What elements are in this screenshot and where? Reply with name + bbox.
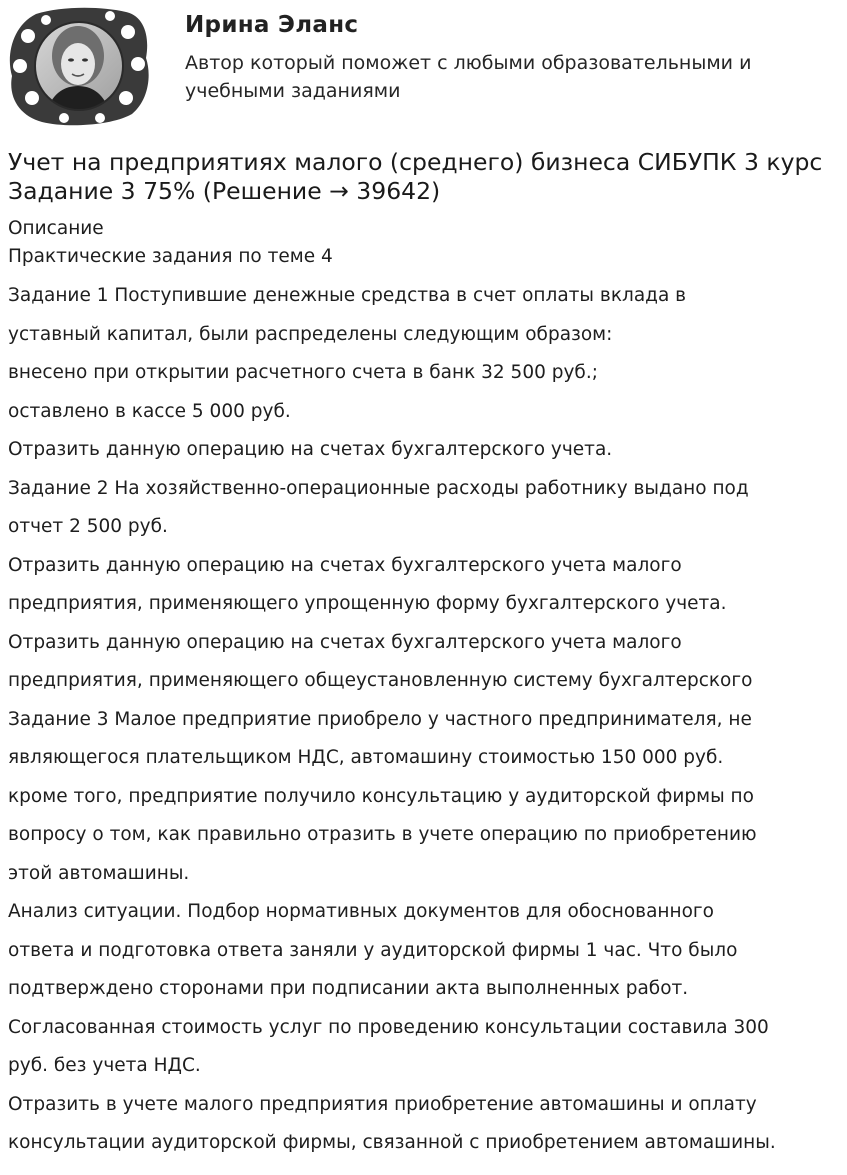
body-line: Анализ ситуации. Подбор нормативных документов для обоснованного — [8, 901, 714, 922]
body-line: вопросу о том, как правильно отразить в учете операцию по приобретению — [8, 824, 757, 845]
author-description: Автор который поможет с любыми образовательными и учебными заданиями — [185, 52, 752, 102]
body-line: кроме того, предприятие получило консультацию у аудиторской фирмы по — [8, 785, 754, 807]
body-line: Согласованная стоимость услуг по проведению консультации составила 300 — [8, 1016, 769, 1038]
author-name[interactable]: Ирина Эланс — [185, 12, 359, 38]
body-line: Отразить данную операцию на счетах бухгалтерского учета малого — [8, 631, 682, 653]
body-line: этой автомашины. — [8, 862, 190, 884]
author-avatar[interactable] — [6, 6, 152, 128]
body-line: Задание 2 На хозяйственно-операционные расходы работнику выдано под — [8, 477, 749, 499]
body-line: предприятия, применяющего общеустановленную систему бухгалтерского — [8, 670, 753, 691]
body-line: руб. без учета НДС. — [8, 1055, 201, 1076]
body-line: ответа и подготовка ответа заняли у аудиторской фирмы 1 час. Что было — [8, 939, 738, 961]
body-line: Отразить данную операцию на счетах бухгалтерского учета малого — [8, 554, 682, 576]
body-line: Отразить данную операцию на счетах бухгалтерского учета. — [8, 439, 613, 460]
body-line: уставный капитал, были распределены следующим образом: — [8, 323, 613, 345]
body-line: Отразить в учете малого предприятия приобретение автомашины и оплату — [8, 1093, 757, 1115]
document-body — [8, 277, 843, 1163]
document-title: Учет на предприятиях малого (среднего) бизнеса СИБУПК 3 курс Задание 3 75% (Решение → 39642) — [8, 148, 823, 205]
body-line: Задание 3 Малое предприятие приобрело у частного предпринимателя, не — [8, 708, 752, 730]
description-label: Описание — [8, 218, 104, 239]
body-line: являющегося плательщиком НДС, автомашину стоимостью 150 000 руб. — [8, 747, 724, 768]
body-line: Задание 1 Поступившие денежные средства в счет оплаты вклада в — [8, 285, 687, 306]
body-line: оставлено в кассе 5 000 руб. — [8, 400, 291, 422]
body-line: подтверждено сторонами при подписании акта выполненных работ. — [8, 978, 689, 999]
author-header — [0, 0, 847, 130]
topic-label: Практические задания по теме 4 — [8, 246, 333, 267]
body-line: отчет 2 500 руб. — [8, 516, 168, 537]
avatar-film-frame-image — [6, 6, 152, 128]
body-line: предприятия, применяющего упрощенную форму бухгалтерского учета. — [8, 593, 727, 614]
body-line: консультации аудиторской фирмы, связанной с приобретением автомашины. — [8, 1132, 776, 1153]
body-line: внесено при открытии расчетного счета в банк 32 500 руб.; — [8, 362, 598, 383]
